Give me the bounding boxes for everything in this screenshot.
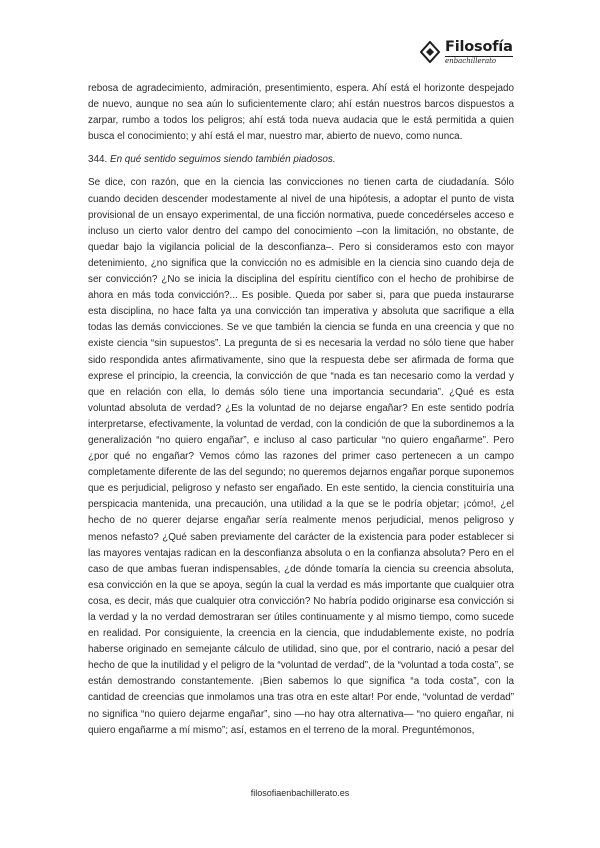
logo-subtitle: enbachillerato <box>445 56 513 65</box>
logo-text <box>445 40 513 65</box>
diamond-logo-icon <box>420 41 440 63</box>
page-body <box>88 81 514 739</box>
section-heading <box>88 152 514 168</box>
header-logo[interactable] <box>420 40 513 65</box>
intro-paragraph: rebosa de agradecimiento, admiración, presentimiento, espera. Ahí está el horizonte despejado de nuevo, aunque no sea aún lo suficientemente claro; ahí están nuestros barcos dispuestos a zarpar, rumbo a todos los peligros; ahí está toda nueva audacia que le está permitida a quien busca el conocimiento; y ahí está el mar, nuestro mar, abierto de nuevo, como nunca. <box>88 83 514 143</box>
footer-url[interactable]: filosofiaenbachillerato.es <box>250 788 350 798</box>
section-number: 344. <box>88 154 108 166</box>
main-paragraph: Se dice, con razón, que en la ciencia las convicciones no tienen carta de ciudadanía. Sólo cuando deciden descender modestamente al nivel de una hipótesis, a adoptar el punto de vista provisional de un ensayo experimental, de una ficción normativa, puede concedérseles acceso e incluso un cierto valor dentro del campo del conocimiento –con la limitación, no obstante, de quedar bajo la vigilancia policial de la desconfianza–. Pero si consideramos esto con mayor detenimiento, ¿no significa que la convicción no es admisible en la ciencia sino cuando deja de ser convicción? ¿No se inicia la disciplina del espíritu científico con el hecho de prohibirse de ahora en más toda convicción?... Es posible. Queda por saber si, para que pueda instaurarse esta disciplina, no hace falta ya una convicción tan imperativa y absoluta que sacrifique a ella todas las demás convicciones. Se ve que también la ciencia se funda en una creencia y que no existe ciencia “sin supuestos”. La pregunta de si es necesaria la verdad no sólo tiene que haber sido respondida antes afirmativamente, sino que la respuesta debe ser afirmada de forma que exprese el principio, la creencia, la convicción de que “nada es tan necesario como la verdad y que en relación con ella, lo demás sólo tiene una importancia secundaria”. ¿Qué es esta voluntad absoluta de verdad? ¿Es la voluntad de no dejarse engañar? En este sentido podría interpretarse, efectivamente, la voluntad de verdad, con la condición de que la subordinemos a la generalización “no quiero engañar”, e incluso al caso particular “no quiero engañarme”. Pero ¿por qué no engañar? Vemos cómo las razones del primer caso pertenecen a un campo completamente diferente de las del segundo; no queremos dejarnos engañar porque suponemos que es perjudicial, peligroso y nefasto ser engañado. En este sentido, la ciencia constituiría una perspicacia mantenida, una precaución, una utilidad a la que se le podría objetar; ¡cómo!, ¿el hecho de no querer dejarse engañar sería realmente menos perjudicial, menos peligroso y menos nefasto? ¿Qué saben previamente del carácter de la existencia para poder establecer si las mayores ventajas radican en la desconfianza absoluta o en la confianza absoluta? Pero en el caso de que ambas fueran indispensables, ¿de dónde tomaría la ciencia su creencia absoluta, esa convicción en la que se apoya, según la cual la verdad es más importante que cualquier otra cosa, es decir, más que cualquier otra convicción? No habría podido originarse esa convicción si la verdad y la no verdad demostraran ser útiles continuamente y al mismo tiempo, como sucede en realidad. Por consiguiente, la creencia en la ciencia, que indudablemente existe, no podría haberse originado en semejante cálculo de utilidad, sino que, por el contrario, nació a pesar del hecho de que la inutilidad y el peligro de la “voluntad de verdad”, de la “voluntad a toda costa”, se están demostrando constantemente. ¡Bien sabemos lo que significa “a toda costa”, con la cantidad de creencias que inmolamos una tras otra en este altar! Por ende, “voluntad de verdad” no significa “no quiero dejarme engañar”, sino —no hay otra alternativa— “no quiero engañar, ni quiero engañarme a mí mismo”; así, estamos en el terreno de la moral. Preguntémonos, <box>88 177 514 736</box>
section-title: En qué sentido seguimos siendo también piadosos. <box>109 154 336 166</box>
logo-title: Filosofía <box>445 39 513 55</box>
